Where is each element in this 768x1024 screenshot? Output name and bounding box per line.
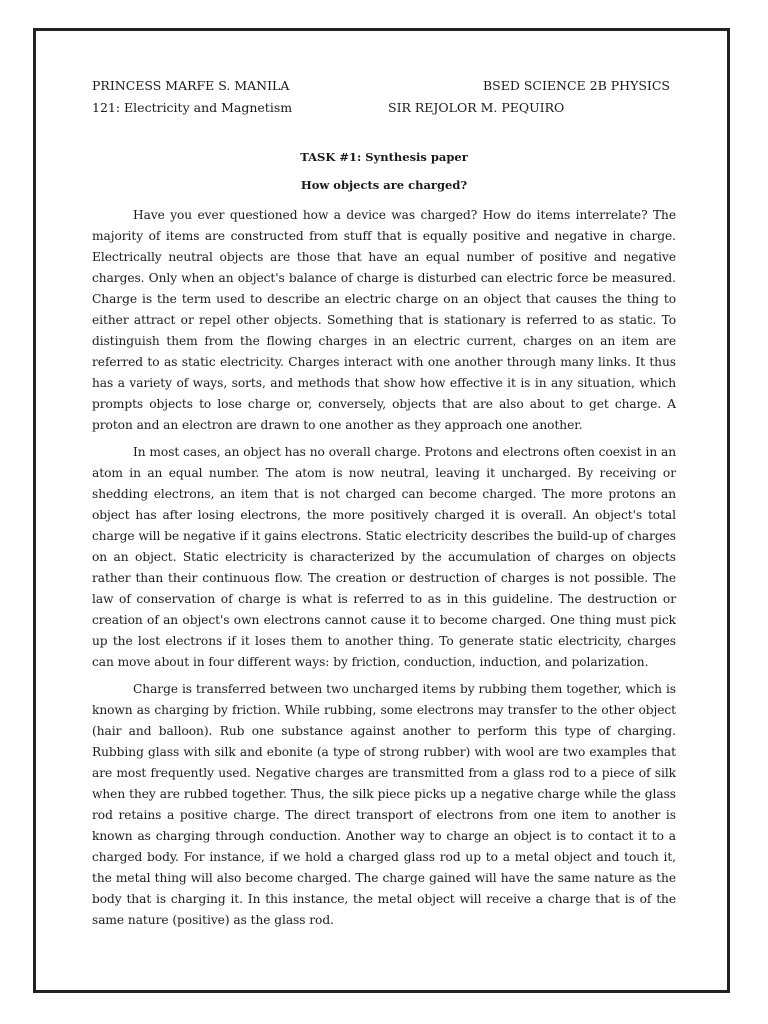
header-row-2 (92, 97, 676, 119)
document-content (92, 75, 676, 931)
document-page (33, 28, 730, 993)
program-label: BSED SCIENCE 2B PHYSICS (483, 78, 670, 93)
paper-question-title: How objects are charged? (300, 178, 468, 192)
course-label: 121: Electricity and Magnetism (92, 100, 293, 115)
header-row-1 (92, 75, 676, 97)
student-name: PRINCESS MARFE S. MANILA (92, 78, 290, 93)
paragraph-3: Charge is transferred between two uncharged items by rubbing them together, which is known as charging by friction. While rubbing, some electrons may transfer to the other object (hair and balloon). Rub one substance against another to perform this type of charging. Rubbing glass with silk and ebonite (a type of strong rubber) with wool are two examples that are most frequently used. Negative charges are transmitted from a glass rod to a piece of silk when they are rubbed together. Thus, the silk piece picks up a negative charge while the glass rod retains a positive charge. The direct transport of electrons from one item to another is known as charging through conduction. Another way to charge an object is to contact it to a charged body. For instance, if we hold a charged glass rod up to a metal object and touch it, the metal thing will also become charged. The charge gained will have the same nature as the body that is charging it. In this instance, the metal object will receive a charge that is of the same nature (positive) as the glass rod. (92, 682, 676, 927)
paragraph-1: Have you ever questioned how a device was charged? How do items interrelate? The majority of items are constructed from stuff that is equally positive and negative in charge. Electrically neutral objects are those that have an equal number of positive and negative charges. Only when an object's balance of charge is disturbed can electric force be measured. Charge is the term used to describe an electric charge on an object that causes the thing to either attract or repel other objects. Something that is stationary is referred to as static. To distinguish them from the flowing charges in an electric current, charges on an item are referred to as static electricity. Charges interact with one another through many links. It thus has a variety of ways, sorts, and methods that show how effective it is in any situation, which prompts objects to lose charge or, conversely, objects that are also about to get charge. A proton and an electron are drawn to one another as they approach one another. (92, 208, 676, 432)
instructor-name: SIR REJOLOR M. PEQUIRO (388, 100, 565, 115)
title-block (92, 147, 676, 203)
task-title: TASK #1: Synthesis paper (300, 150, 468, 164)
paragraph-2: In most cases, an object has no overall charge. Protons and electrons often coexist in an atom in an equal number. The atom is now neutral, leaving it uncharged. By receiving or shedding electrons, an item that is not charged can become charged. The more protons an object has after losing electrons, the more positively charged it is overall. An object's total charge will be negative if it gains electrons. Static electricity describes the build-up of charges on an object. Static electricity is characterized by the accumulation of charges on objects rather than their continuous flow. The creation or destruction of charges is not possible. The law of conservation of charge is what is referred to as in this guideline. The destruction or creation of an object's own electrons cannot cause it to become charged. One thing must pick up the lost electrons if it loses them to another thing. To generate static electricity, charges can move about in four different ways: by friction, conduction, induction, and polarization. (92, 445, 676, 669)
